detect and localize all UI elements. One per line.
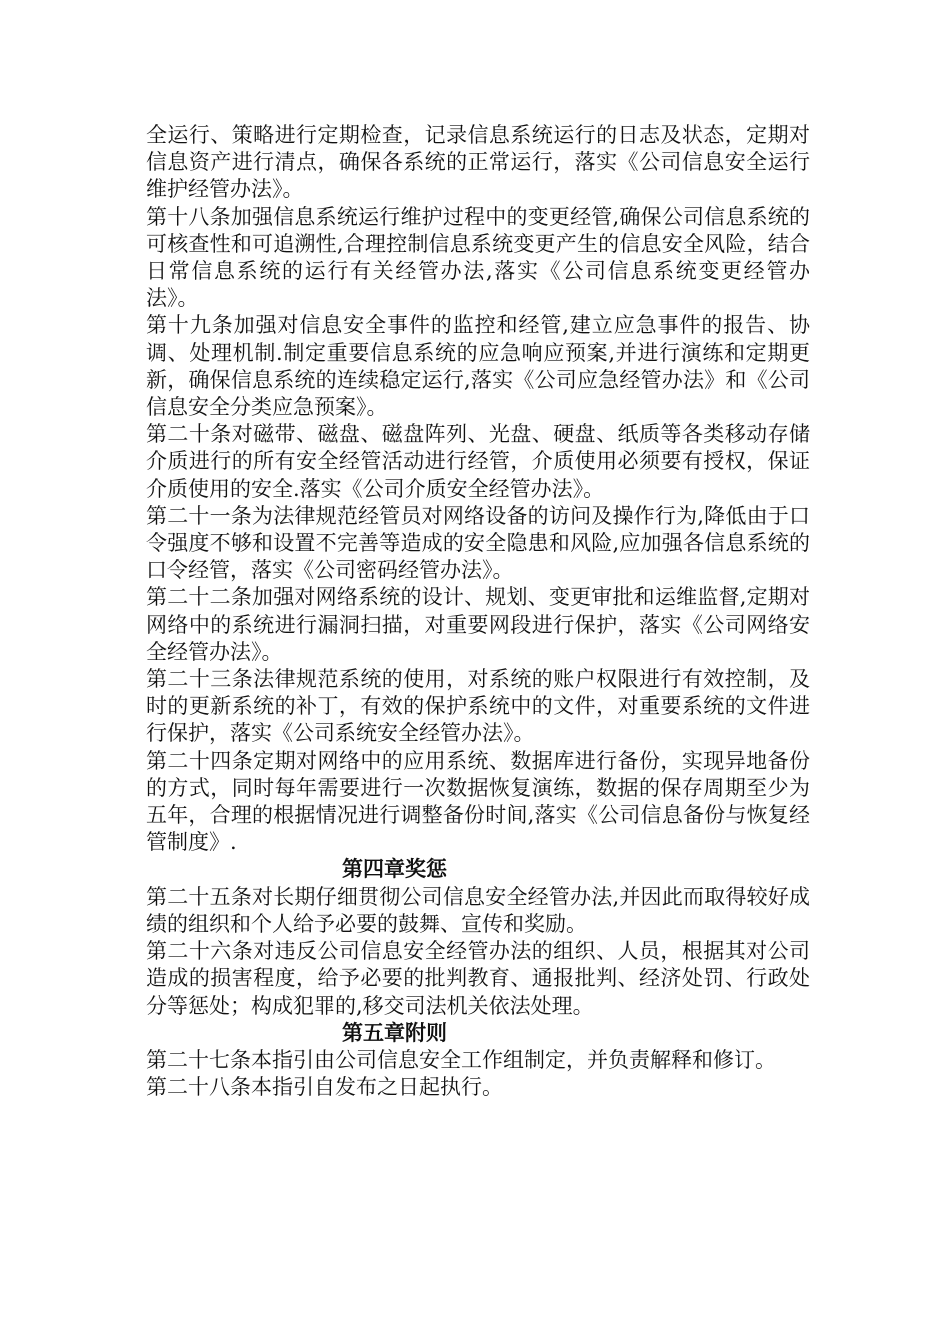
article-27: 第二十七条本指引由公司信息安全工作组制定，并负责解释和修订。	[146, 1047, 776, 1072]
article-23: 第二十三条法律规范系统的使用，对系统的账户权限进行有效控制，及时的更新系统的补丁，有效的保护系统中的文件，对重要系统的文件进行保护，落实《公司系统安全经管办法》。	[146, 667, 810, 746]
paragraph-continuation: 全运行、策略进行定期检查，记录信息系统运行的日志及状态，定期对信息资产进行清点，确保各系统的正常运行，落实《公司信息安全运行维护经管办法》。	[146, 123, 810, 202]
article-22: 第二十二条加强对网络系统的设计、规划、变更审批和运维监督,定期对网络中的系统进行漏洞扫描，对重要网段进行保护，落实《公司网络安全经管办法》。	[146, 585, 810, 664]
article-18: 第十八条加强信息系统运行维护过程中的变更经管,确保公司信息系统的可核查性和可追溯性,合理控制信息系统变更产生的信息安全风险，结合日常信息系统的运行有关经管办法,落实《公司信息系统变更经管办法》。	[146, 204, 810, 311]
article-28: 第二十八条本指引自发布之日起执行。	[146, 1075, 503, 1100]
article-21: 第二十一条为法律规范经管员对网络设备的访问及操作行为,降低由于口令强度不够和设置不完善等造成的安全隐患和风险,应加强各信息系统的口令经管，落实《公司密码经管办法》。	[146, 503, 810, 583]
article-25: 第二十五条对长期仔细贯彻公司信息安全经管办法,并因此而取得较好成绩的组织和个人给予必要的鼓舞、宣传和奖励。	[146, 884, 810, 936]
article-24: 第二十四条定期对网络中的应用系统、数据库进行备份，实现异地备份的方式，同时每年需要进行一次数据恢复演练，数据的保存周期至少为五年，合理的根据情况进行调整备份时间,落实《公司信息备份与恢复经管制度》.	[146, 748, 810, 855]
document-body	[146, 122, 810, 1101]
chapter-4-heading: 第四章奖惩	[342, 857, 447, 882]
article-26: 第二十六条对违反公司信息安全经管办法的组织、人员，根据其对公司造成的损害程度，给予必要的批判教育、通报批判、经济处罚、行政处分等惩处；构成犯罪的,移交司法机关依法处理。	[146, 939, 810, 1018]
chapter-5-heading: 第五章附则	[342, 1020, 447, 1045]
article-20: 第二十条对磁带、磁盘、磁盘阵列、光盘、硬盘、纸质等各类移动存储介质进行的所有安全经管活动进行经管，介质使用必须要有授权，保证介质使用的安全.落实《公司介质安全经管办法》。	[146, 422, 810, 501]
article-19: 第十九条加强对信息安全事件的监控和经管,建立应急事件的报告、协调、处理机制.制定重要信息系统的应急响应预案,并进行演练和定期更新，确保信息系统的连续稳定运行,落实《公司应急经管办法》和《公司信息安全分类应急预案》。	[146, 313, 810, 420]
